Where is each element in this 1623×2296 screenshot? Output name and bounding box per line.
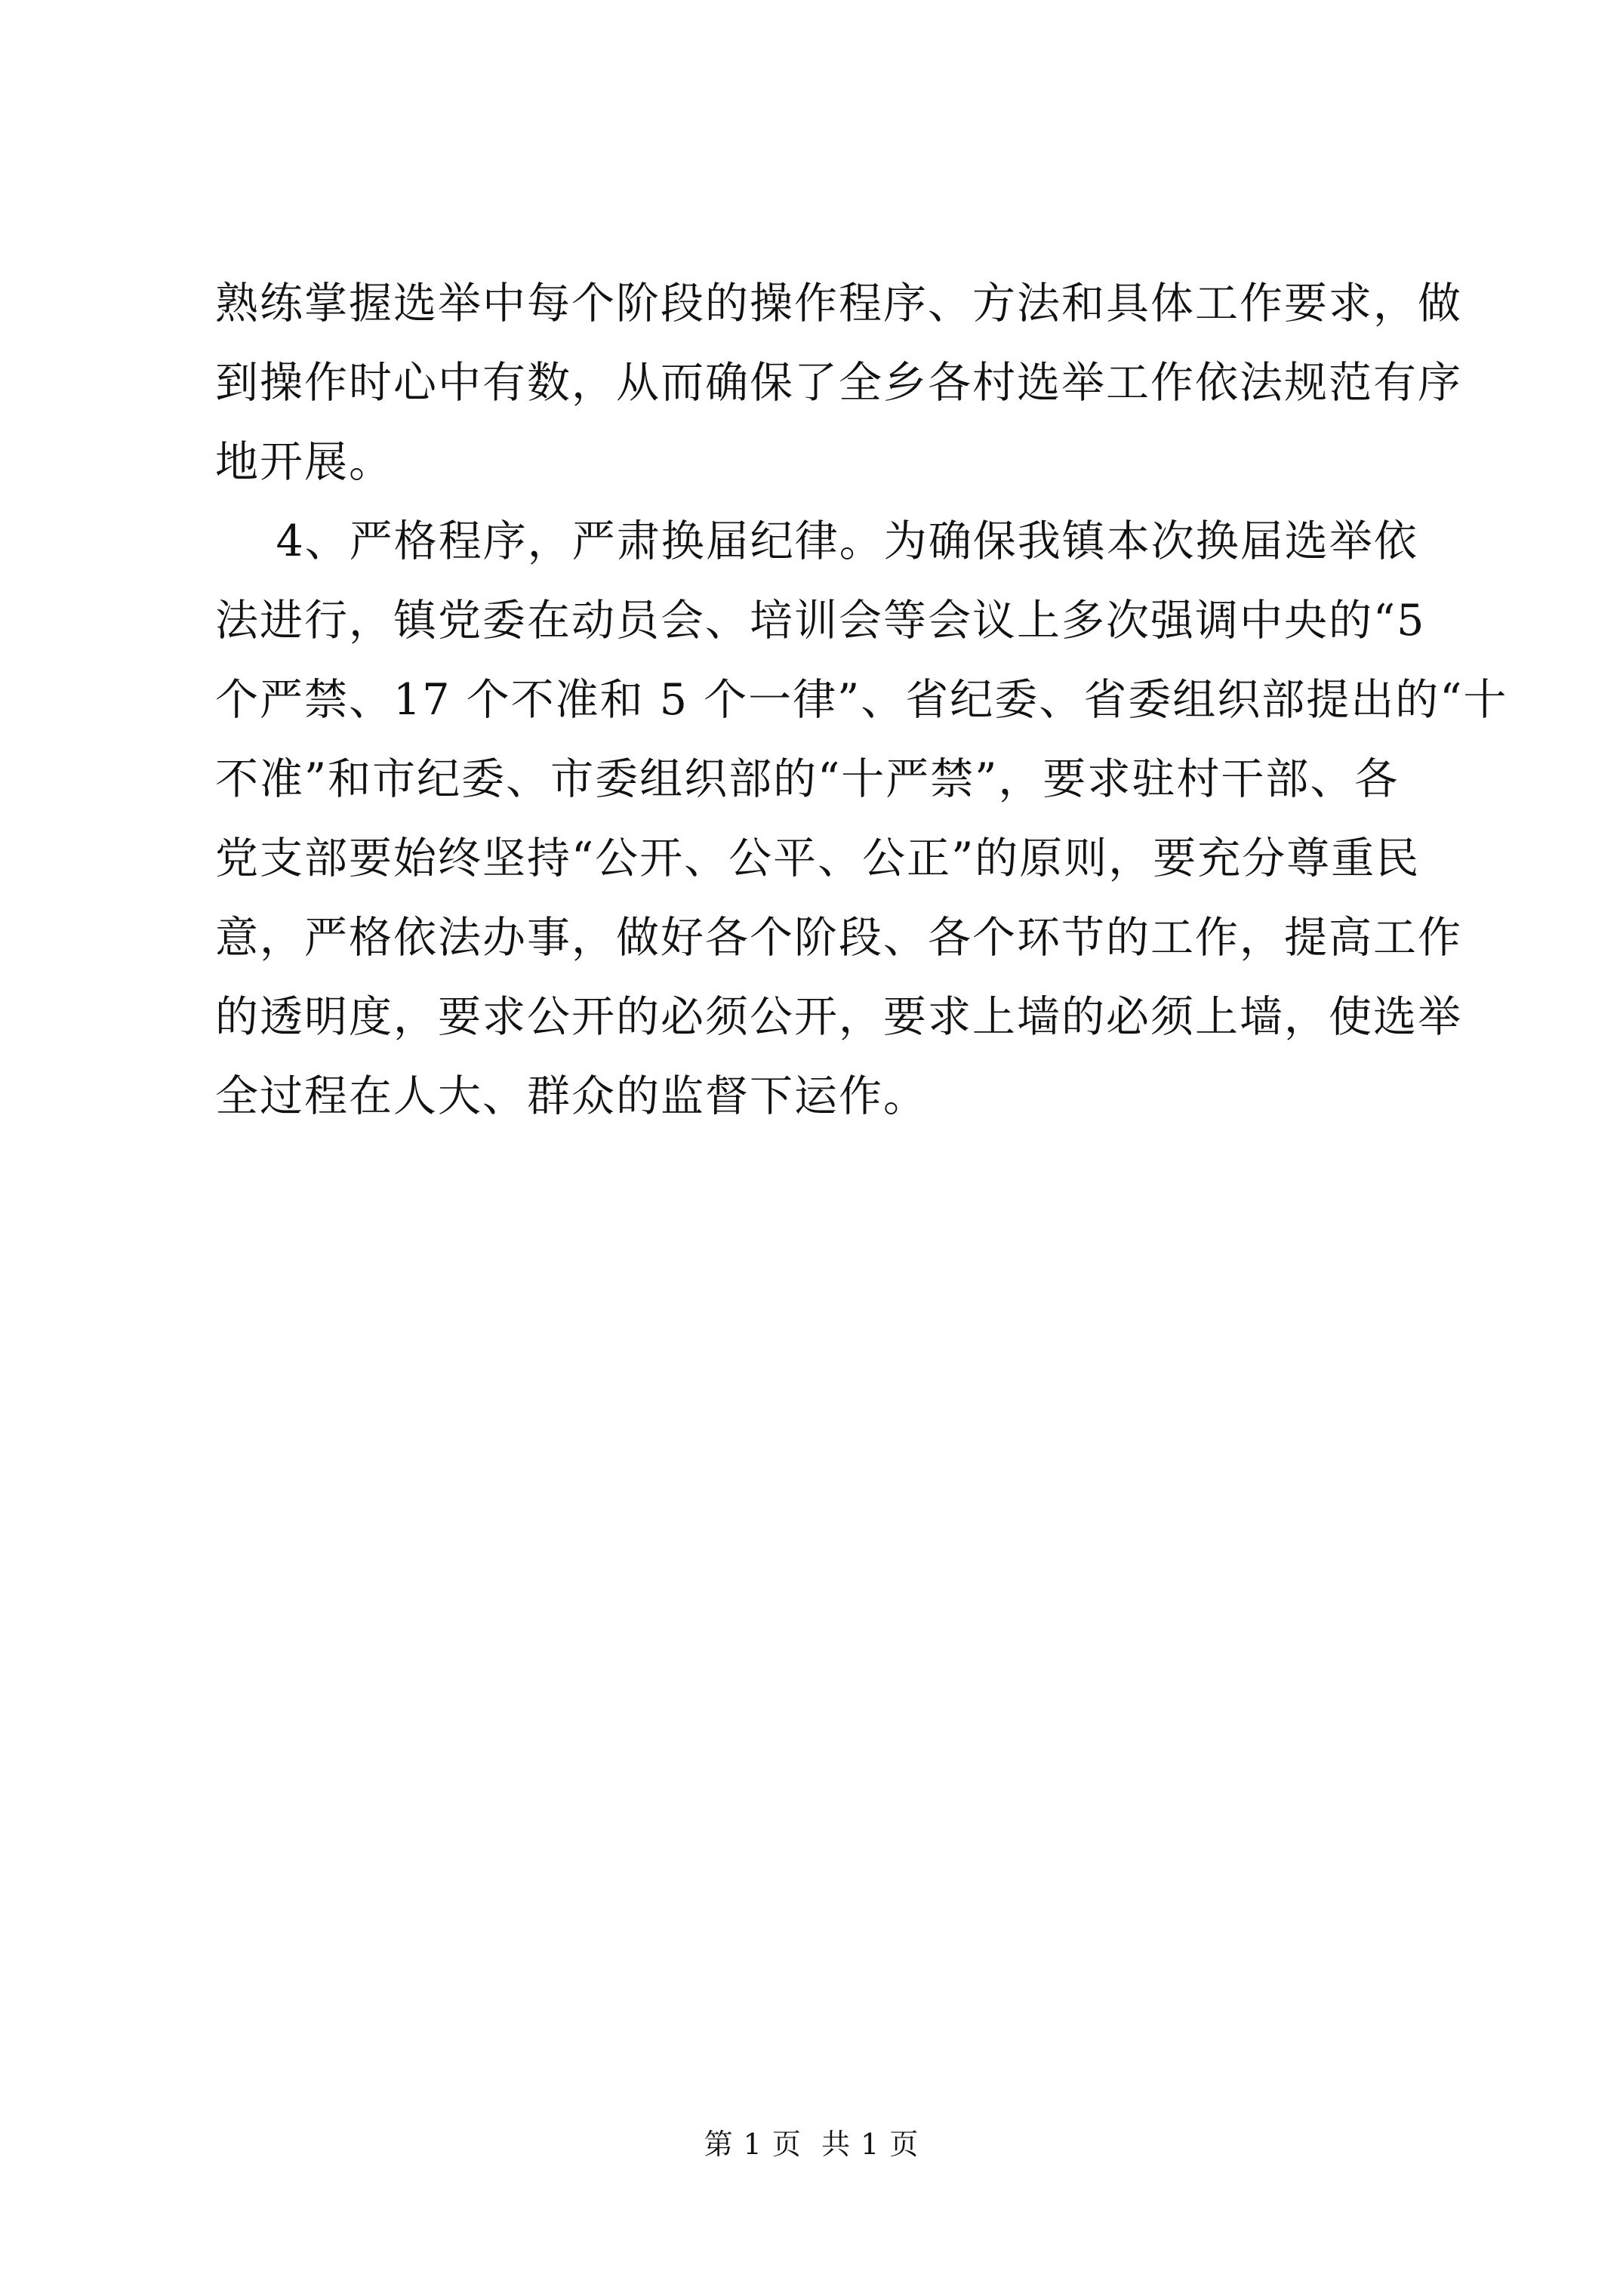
text-line: 4、严格程序，严肃换届纪律。为确保我镇本次换届选举依 <box>215 516 1418 566</box>
text-line: 地开展。 <box>215 437 393 487</box>
text-line: 全过程在人大、群众的监督下运作。 <box>215 1071 928 1121</box>
text-line: 的透明度，要求公开的必须公开，要求上墙的必须上墙，使选举 <box>215 992 1462 1042</box>
text-line: 熟练掌握选举中每个阶段的操作程序、方法和具体工作要求，做 <box>215 279 1462 328</box>
text-line: 个严禁、17 个不准和 5 个一律”、省纪委、省委组织部提出的“十 <box>215 675 1508 725</box>
body-text <box>215 264 1508 1136</box>
page-number-label: 第 1 页 共 1 页 <box>704 2128 919 2161</box>
text-line: 到操作时心中有数，从而确保了全乡各村选举工作依法规范有序 <box>215 358 1462 408</box>
text-line: 党支部要始终坚持“公开、公平、公正”的原则，要充分尊重民 <box>215 834 1421 883</box>
text-line: 法进行，镇党委在动员会、培训会等会议上多次强调中央的“5 <box>215 596 1426 646</box>
page-footer <box>0 2125 1623 2163</box>
text-line: 意，严格依法办事，做好各个阶段、各个环节的工作，提高工作 <box>215 913 1462 963</box>
text-line: 不准”和市纪委、市委组织部的“十严禁”，要求驻村干部、各 <box>215 754 1400 804</box>
